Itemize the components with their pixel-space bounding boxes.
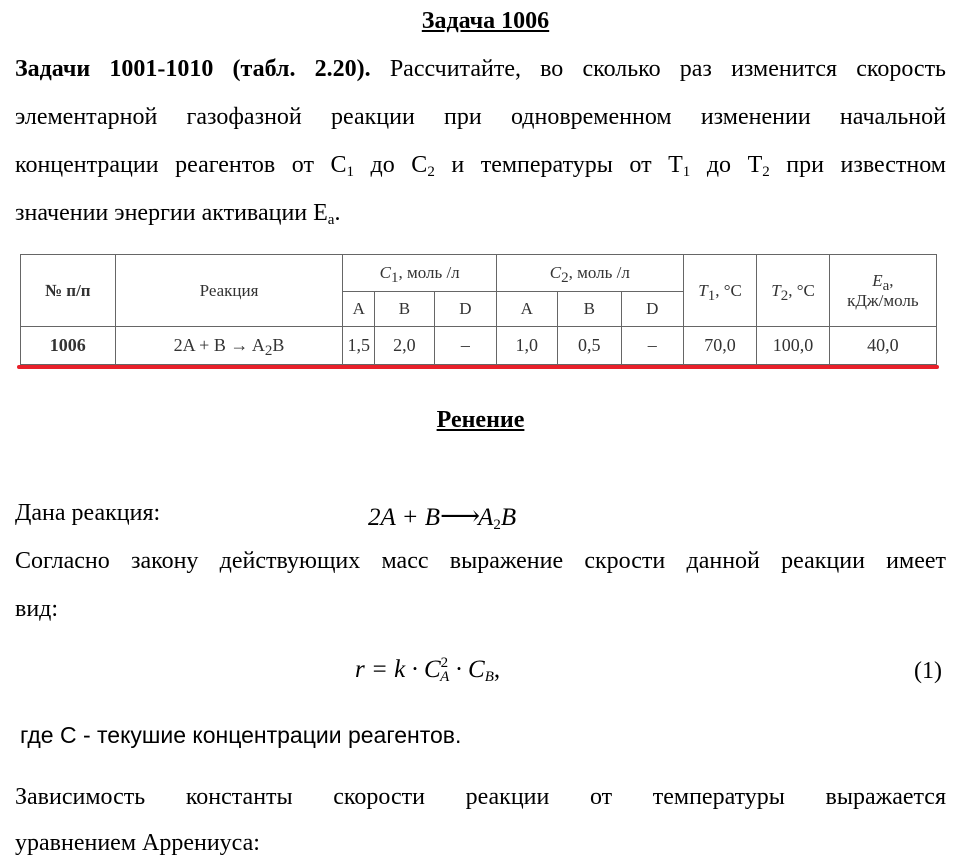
header-c1-sub: 1 bbox=[390, 270, 399, 286]
header-c2-b: B bbox=[557, 292, 621, 327]
rate-sup: 2 bbox=[440, 655, 449, 671]
statement-line-4 bbox=[15, 189, 946, 237]
table-underline bbox=[17, 365, 939, 369]
reaction-arrow: ⟶ bbox=[439, 501, 479, 532]
cell-c2-b: 0,5 bbox=[557, 327, 621, 365]
header-c2 bbox=[496, 255, 683, 292]
header-ea-comma: , bbox=[889, 270, 894, 290]
c1-subscript: 1 bbox=[346, 164, 355, 180]
line3-part-d: до T bbox=[690, 152, 763, 178]
rate-formula bbox=[355, 656, 500, 684]
reaction-right-sub: 2 bbox=[493, 517, 501, 533]
solution-heading: Ренение bbox=[436, 407, 525, 433]
line3-part-a: концентрации реагентов от C bbox=[15, 152, 347, 178]
header-c1-unit: , моль /л bbox=[398, 263, 460, 282]
arrhenius-word-1: Зависимость bbox=[15, 784, 146, 810]
line4-end: . bbox=[334, 200, 341, 226]
header-ea-unit: кДж/моль bbox=[847, 290, 919, 310]
arrhenius-line-1 bbox=[15, 784, 946, 811]
t2-subscript: 2 bbox=[762, 164, 770, 180]
cell-reaction bbox=[115, 327, 343, 365]
given-label: Дана реакция: bbox=[15, 500, 161, 526]
arrhenius-word-6: температуры bbox=[652, 784, 785, 810]
header-t2-symbol: T bbox=[771, 280, 781, 300]
header-ea-symbol: E bbox=[872, 270, 883, 290]
arrhenius-word-5: от bbox=[589, 784, 613, 810]
cell-t1: 70,0 bbox=[683, 327, 757, 365]
statement-line-1-rest: Рассчитайте, во сколько раз изменится скорость bbox=[389, 56, 947, 82]
c2-subscript: 2 bbox=[427, 164, 435, 180]
header-t2-unit: , °C bbox=[788, 280, 815, 300]
header-c2-unit: , моль /л bbox=[568, 263, 630, 282]
header-c2-symbol: C bbox=[549, 263, 562, 282]
cell-reaction-b: B bbox=[272, 335, 285, 355]
rate-lhs: r = k · C bbox=[355, 656, 441, 683]
where-text: где С - текушие концентрации реагентов. bbox=[20, 722, 462, 748]
statement-bold-prefix: Задачи 1001-1010 (табл. 2.20). bbox=[15, 56, 371, 82]
problem-statement bbox=[15, 45, 946, 237]
line3-part-b: до C bbox=[354, 152, 428, 178]
header-ea-sub: a bbox=[882, 277, 890, 294]
header-num: № п/п bbox=[21, 255, 116, 327]
reaction-right-a: A bbox=[478, 504, 494, 531]
cell-reaction-a: 2A + B → A bbox=[173, 335, 265, 355]
header-ea bbox=[829, 255, 936, 327]
cell-num: 1006 bbox=[21, 327, 116, 365]
arrhenius-word-7: выражается bbox=[825, 784, 946, 810]
line3-part-c: и температуры от T bbox=[434, 152, 683, 178]
mass-action-line-2: вид: bbox=[15, 596, 59, 622]
table-row bbox=[21, 327, 937, 365]
cell-ea: 40,0 bbox=[829, 327, 936, 365]
reaction-right-b: B bbox=[500, 504, 517, 531]
equation-number: (1) bbox=[914, 658, 942, 684]
statement-line-1 bbox=[15, 45, 946, 93]
header-c2-sub: 2 bbox=[561, 270, 569, 286]
rate-sub-a: A bbox=[440, 669, 450, 685]
header-c1-symbol: C bbox=[379, 263, 391, 282]
rate-mid: · C bbox=[449, 656, 485, 683]
reaction-formula bbox=[368, 499, 516, 533]
header-c1-a: A bbox=[343, 292, 375, 327]
page-title: Задача 1006 bbox=[421, 8, 550, 34]
ea-subscript: a bbox=[327, 212, 335, 228]
rate-sub-b: B bbox=[484, 669, 494, 685]
header-t2-sub: 2 bbox=[780, 287, 789, 304]
arrhenius-word-4: реакции bbox=[465, 784, 550, 810]
rate-end: , bbox=[493, 656, 501, 683]
statement-line-3 bbox=[15, 141, 946, 189]
cell-c2-a: 1,0 bbox=[496, 327, 557, 365]
t1-subscript: 1 bbox=[682, 164, 691, 180]
header-c1-d: D bbox=[434, 292, 496, 327]
cell-c1-b: 2,0 bbox=[374, 327, 434, 365]
line4-text: значении энергии активации E bbox=[15, 200, 328, 226]
cell-c2-d: – bbox=[621, 327, 683, 365]
header-c1-b: B bbox=[374, 292, 434, 327]
arrhenius-word-3: скорости bbox=[333, 784, 425, 810]
arrhenius-line-2: уравнением Аррениуса: bbox=[15, 830, 260, 856]
header-c1 bbox=[343, 255, 496, 292]
header-t1 bbox=[683, 255, 757, 327]
header-t1-sub: 1 bbox=[707, 287, 716, 304]
reaction-left: 2A + B bbox=[368, 504, 440, 531]
header-reaction: Реакция bbox=[115, 255, 343, 327]
line3-part-e: при известном bbox=[769, 152, 946, 178]
header-t1-symbol: T bbox=[698, 280, 708, 300]
cell-t2: 100,0 bbox=[757, 327, 829, 365]
cell-c1-d: – bbox=[434, 327, 496, 365]
mass-action-line-1: Согласно закону действующих масс выражение скрости данной реакции имеет bbox=[15, 548, 946, 574]
cell-reaction-sub: 2 bbox=[264, 343, 273, 359]
header-c2-a: A bbox=[496, 292, 557, 327]
cell-c1-a: 1,5 bbox=[343, 327, 375, 365]
statement-line-2: элементарной газофазной реакции при одновременном изменении начальной bbox=[15, 104, 946, 130]
header-t2 bbox=[757, 255, 829, 327]
header-c2-d: D bbox=[621, 292, 683, 327]
header-t1-unit: , °C bbox=[715, 280, 742, 300]
arrhenius-word-2: константы bbox=[185, 784, 293, 810]
data-table bbox=[20, 254, 937, 365]
